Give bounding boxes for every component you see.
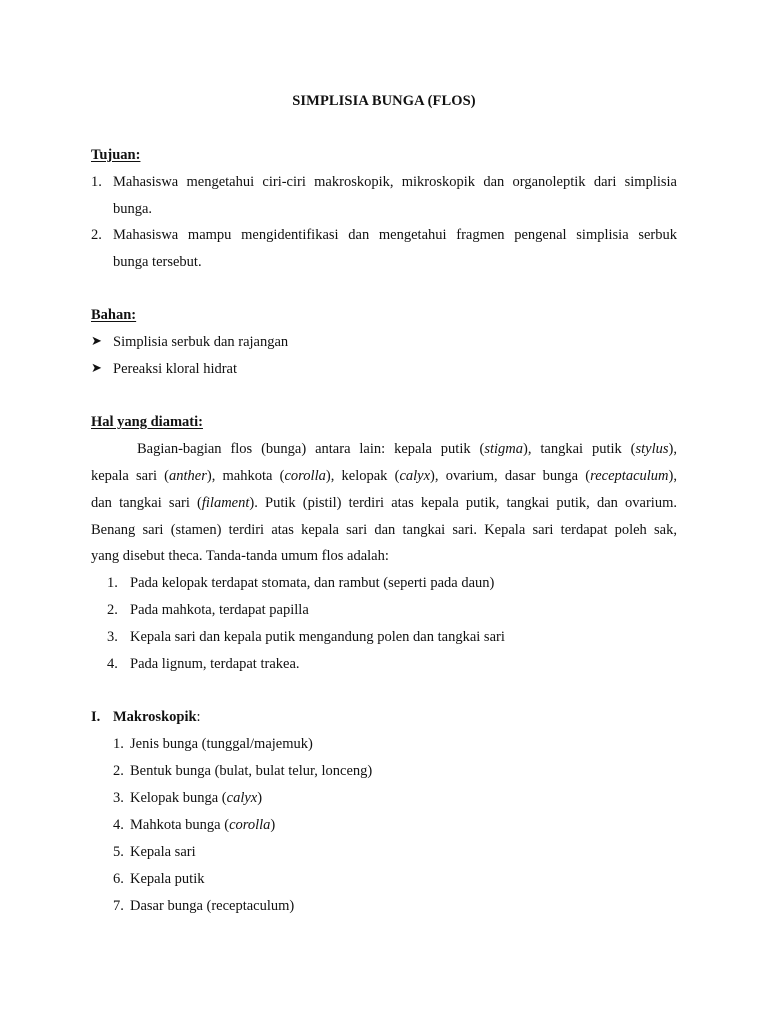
ciri-item-text: Pada mahkota, terdapat papilla — [130, 602, 309, 618]
makroskopik-item-number: 6. — [113, 871, 124, 887]
hal-paragraph-line: dan tangkai sari (filament). Putik (pistil) terdiri atas kepala putik, tangkai putik, dan ovarium. — [91, 495, 677, 511]
ciri-item-number: 2. — [107, 602, 118, 618]
makroskopik-item-number: 7. — [113, 898, 124, 914]
bahan-item: Simplisia serbuk dan rajangan — [113, 334, 289, 350]
tujuan-item-text: Mahasiswa mengetahui ciri-ciri makroskopik, mikroskopik dan organoleptik dari simplisia — [113, 174, 677, 190]
document-title: SIMPLISIA BUNGA (FLOS) — [292, 93, 476, 109]
bahan-heading: Bahan: — [91, 307, 137, 323]
makroskopik-item-text: Jenis bunga (tunggal/majemuk) — [130, 736, 313, 752]
tujuan-item-text: Mahasiswa mampu mengidentifikasi dan mengetahui fragmen pengenal simplisia serbuk — [113, 227, 677, 243]
makroskopik-item-text: Mahkota bunga (corolla) — [130, 817, 276, 833]
makroskopik-item-number: 5. — [113, 844, 124, 860]
hal-paragraph-line: Bagian-bagian flos (bunga) antara lain: kepala putik (stigma), tangkai putik (stylus), — [137, 441, 677, 457]
makroskopik-item-text: Dasar bunga (receptaculum) — [130, 898, 295, 914]
arrowhead-bullet-icon: ➤ — [91, 334, 102, 349]
hal-paragraph-line-last: yang disebut theca. Tanda-tanda umum flos adalah: — [91, 548, 389, 564]
ciri-item-text: Kepala sari dan kepala putik mengandung polen dan tangkai sari — [130, 629, 505, 645]
tujuan-item-number: 2. — [91, 227, 102, 243]
ciri-item-number: 1. — [107, 575, 118, 591]
hal-paragraph-line: Benang sari (stamen) terdiri atas kepala sari dan tangkai sari. Kepala sari terdapat poleh sak, — [91, 522, 677, 538]
makroskopik-heading: Makroskopik: — [113, 709, 201, 725]
ciri-item-text: Pada kelopak terdapat stomata, dan rambut (seperti pada daun) — [130, 575, 495, 591]
ciri-item-text: Pada lignum, terdapat trakea. — [130, 656, 300, 672]
hal-heading: Hal yang diamati: — [91, 414, 203, 430]
ciri-item-number: 3. — [107, 629, 118, 645]
tujuan-item-text-continued: bunga tersebut. — [113, 254, 202, 270]
tujuan-item-number: 1. — [91, 174, 102, 190]
tujuan-heading: Tujuan: — [91, 147, 141, 163]
makroskopik-item-number: 3. — [113, 790, 124, 806]
hal-paragraph-line: kepala sari (anther), mahkota (corolla), kelopak (calyx), ovarium, dasar bunga (receptaculum), — [91, 468, 677, 484]
makroskopik-item-number: 2. — [113, 763, 124, 779]
tujuan-item-text-continued: bunga. — [113, 201, 153, 217]
makroskopik-item-number: 1. — [113, 736, 124, 752]
makroskopik-item-text: Kepala sari — [130, 844, 196, 860]
makroskopik-item-number: 4. — [113, 817, 124, 833]
ciri-item-number: 4. — [107, 656, 118, 672]
makroskopik-item-text: Kelopak bunga (calyx) — [130, 790, 263, 806]
bahan-item: Pereaksi kloral hidrat — [113, 361, 238, 377]
makroskopik-item-text: Kepala putik — [130, 871, 205, 887]
arrowhead-bullet-icon: ➤ — [91, 361, 102, 376]
makroskopik-item-text: Bentuk bunga (bulat, bulat telur, lonceng) — [130, 763, 373, 779]
section-numeral: I. — [91, 709, 101, 725]
